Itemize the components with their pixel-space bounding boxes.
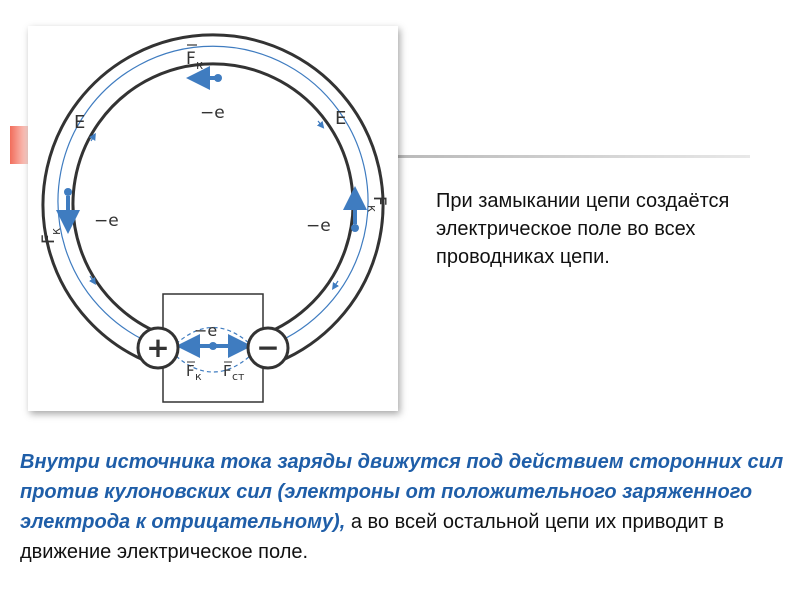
svg-text:к: к <box>196 58 204 72</box>
electron-top <box>214 74 222 82</box>
svg-text:к: к <box>49 227 63 235</box>
bottom-normal-text: а во всей остальной цепи их приводит в движение электрическое поле. <box>20 511 725 563</box>
svg-text:F: F <box>186 362 195 380</box>
electron-left <box>64 188 72 196</box>
electron-source <box>209 342 217 350</box>
svg-text:F: F <box>369 196 389 206</box>
svg-text:F: F <box>39 234 59 244</box>
circuit-svg <box>28 26 398 411</box>
svg-text:к: к <box>365 205 379 213</box>
E-left-label: E <box>74 112 86 133</box>
plus-sign: + <box>146 331 170 364</box>
e-right-label: −e <box>306 216 331 236</box>
svg-text:F: F <box>186 49 196 69</box>
bottom-emphasis-text: Внутри источника тока заряды движутся под действием сторонних сил против кулоновских сил (электроны от положительного заряженного электрода к отрицательному), <box>20 451 784 533</box>
e-left-label: −e <box>94 211 119 231</box>
svg-text:к: к <box>195 370 202 383</box>
svg-text:F: F <box>223 362 232 380</box>
fk-left-label <box>39 228 63 244</box>
electron-right <box>351 224 359 232</box>
divider-line <box>396 155 750 158</box>
bottom-description <box>20 447 790 567</box>
field-arrow-right <box>318 121 322 126</box>
circuit-diagram <box>28 26 398 411</box>
side-description: При замыкании цепи создаётся электрическое поле во всех проводниках цепи. <box>436 190 730 268</box>
svg-text:ст: ст <box>232 370 245 383</box>
minus-sign: − <box>256 331 280 364</box>
field-arrow-lower-right <box>334 281 338 287</box>
accent-strip <box>10 126 28 164</box>
e-source-label: −e <box>194 321 218 340</box>
E-right-label: E <box>335 108 347 129</box>
fk-top-label <box>186 45 203 72</box>
e-top-label: −e <box>200 103 225 123</box>
